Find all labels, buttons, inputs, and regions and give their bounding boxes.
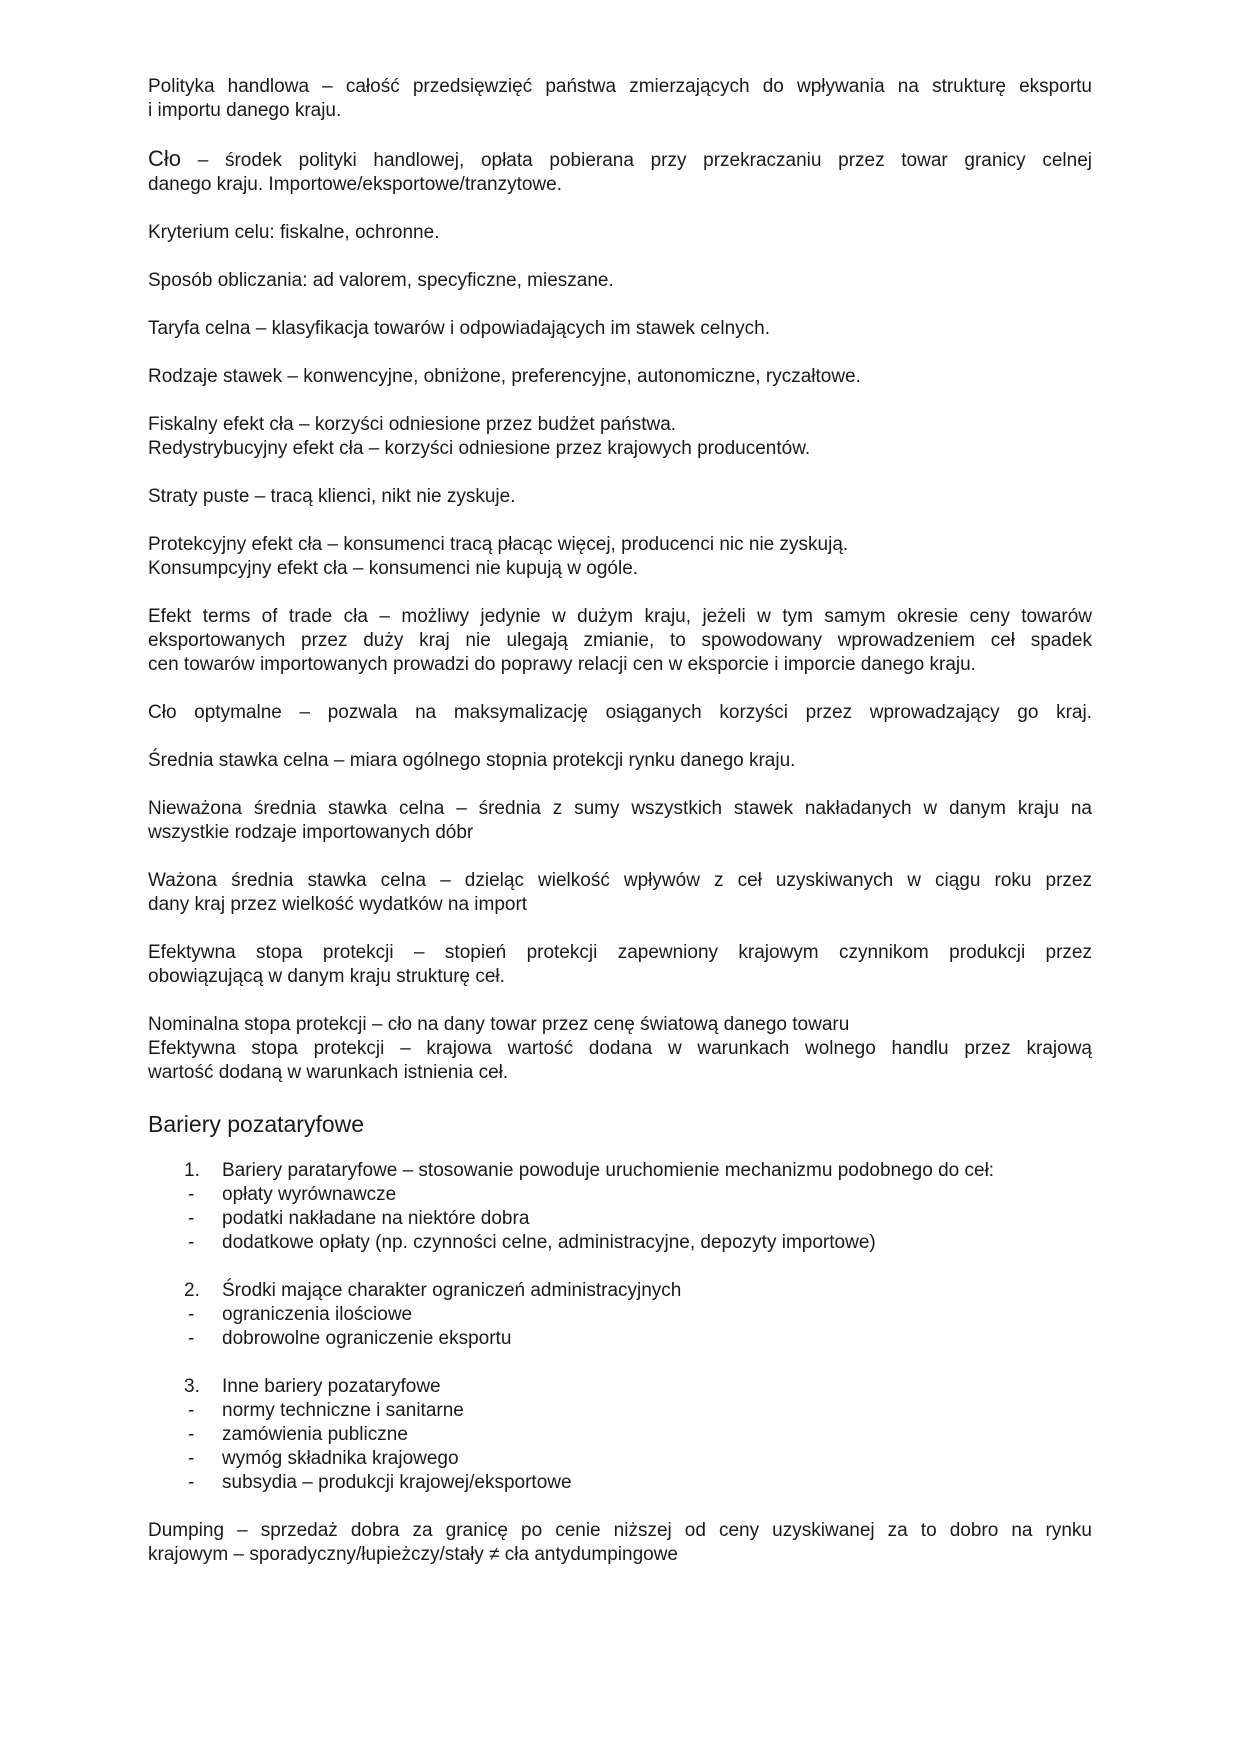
dash-bullet: -	[188, 1400, 195, 1421]
text-line: Redystrybucyjny efekt cła – korzyści odniesione przez krajowych producentów.	[148, 438, 811, 459]
paragraph-straty-puste	[148, 485, 1092, 509]
text-line: Sposób obliczania: ad valorem, specyficzne, mieszane.	[148, 270, 614, 291]
bullet-item	[148, 1423, 1092, 1447]
paragraph-efekt-protekcyjny	[148, 533, 1092, 581]
item-title: Środki mające charakter ograniczeń administracyjnych	[222, 1280, 682, 1301]
section-heading: Bariery pozataryfowe	[148, 1111, 365, 1137]
dash-bullet: -	[188, 1304, 195, 1325]
bullet-text: normy techniczne i sanitarne	[222, 1400, 464, 1421]
item-title: Bariery parataryfowe – stosowanie powoduje uruchomienie mechanizmu podobnego do ceł:	[222, 1160, 995, 1181]
paragraph-efektywna-stopa	[148, 941, 1092, 989]
text-line	[148, 147, 1092, 173]
dash-bullet: -	[188, 1328, 195, 1349]
list-section-1	[148, 1159, 1092, 1255]
bullet-item	[148, 1399, 1092, 1423]
text-line: danego kraju. Importowe/eksportowe/tranzytowe.	[148, 174, 562, 195]
paragraph-polityka-handlowa	[148, 75, 1092, 123]
bullet-item	[148, 1327, 1092, 1351]
dash-bullet: -	[188, 1184, 195, 1205]
dash-bullet: -	[188, 1448, 195, 1469]
paragraph-niewazona-srednia	[148, 797, 1092, 845]
paragraph-rodzaje-stawek	[148, 365, 1092, 389]
text-line: wartość dodaną w warunkach istnienia ceł.	[148, 1062, 509, 1083]
text-line: Średnia stawka celna – miara ogólnego stopnia protekcji rynku danego kraju.	[148, 750, 796, 771]
text-line: dany kraj przez wielkość wydatków na import	[148, 894, 528, 915]
text-line: Ważona średnia stawka celna – dzieląc wielkość wpływów z ceł uzyskiwanych w ciągu roku przez	[148, 870, 1092, 891]
paragraph-clo	[148, 147, 1092, 197]
text-line: Straty puste – tracą klienci, nikt nie zyskuje.	[148, 486, 516, 507]
bullet-item	[148, 1303, 1092, 1327]
text-line: Fiskalny efekt cła – korzyści odniesione przez budżet państwa.	[148, 414, 677, 435]
paragraph-srednia-stawka	[148, 749, 1092, 773]
text-line: Efektywna stopa protekcji – krajowa wartość dodana w warunkach wolnego handlu przez krajową	[148, 1038, 1092, 1059]
bullet-text: zamówienia publiczne	[222, 1424, 408, 1445]
text-line: eksportowanych przez duży kraj nie ulegają zmianie, to spowodowany wprowadzeniem ceł spadek	[148, 630, 1092, 651]
dash-bullet: -	[188, 1424, 195, 1445]
paragraph-sposob-obliczania	[148, 269, 1092, 293]
bullet-text: opłaty wyrównawcze	[222, 1184, 397, 1205]
paragraph-terms-of-trade	[148, 605, 1092, 677]
text-line: Dumping – sprzedaż dobra za granicę po cenie niższej od ceny uzyskiwanej za to dobro na rynku	[148, 1520, 1092, 1541]
text-line: Efektywna stopa protekcji – stopień protekcji zapewniony krajowym czynnikom produkcji przez	[148, 942, 1092, 963]
list-section-3	[148, 1375, 1092, 1495]
paragraph-efekty-fiskalny	[148, 413, 1092, 461]
paragraph-nominalna-stopa	[148, 1013, 1092, 1085]
bullet-text: subsydia – produkcji krajowej/eksportowe	[222, 1472, 572, 1493]
text-line: cen towarów importowanych prowadzi do poprawy relacji cen w eksporcie i imporcie danego kraju.	[148, 654, 976, 675]
bullet-item	[148, 1447, 1092, 1471]
text-line: Konsumpcyjny efekt cła – konsumenci nie kupują w ogóle.	[148, 558, 639, 579]
dash-bullet: -	[188, 1232, 195, 1253]
text-line: Kryterium celu: fiskalne, ochronne.	[148, 222, 440, 243]
bullet-item	[148, 1231, 1092, 1255]
text-line: Protekcyjny efekt cła – konsumenci tracą płacąc więcej, producenci nic nie zyskują.	[148, 534, 849, 555]
numbered-item	[148, 1279, 1092, 1303]
list-section-2	[148, 1279, 1092, 1351]
text-line: Nieważona średnia stawka celna – średnia z sumy wszystkich stawek nakładanych w danym kraju na	[148, 798, 1092, 819]
text-line: Rodzaje stawek – konwencyjne, obniżone, preferencyjne, autonomiczne, ryczałtowe.	[148, 366, 861, 387]
bullet-text: wymóg składnika krajowego	[222, 1448, 459, 1469]
text-line: Nominalna stopa protekcji – cło na dany towar przez cenę światową danego towaru	[148, 1014, 850, 1035]
text-line: krajowym – sporadyczny/łupieżczy/stały ≠ cła antydumpingowe	[148, 1544, 678, 1565]
paragraph-kryterium-celu	[148, 221, 1092, 245]
bullet-text: ograniczenia ilościowe	[222, 1304, 413, 1325]
bullet-item	[148, 1207, 1092, 1231]
bullet-text: dodatkowe opłaty (np. czynności celne, administracyjne, depozyty importowe)	[222, 1232, 876, 1253]
text-line: Cło optymalne – pozwala na maksymalizację osiąganych korzyści przez wprowadzający go kraj.	[148, 702, 1092, 723]
bullet-text: podatki nakładane na niektóre dobra	[222, 1208, 530, 1229]
text-line: i importu danego kraju.	[148, 100, 342, 121]
item-number: 1.	[184, 1160, 200, 1181]
bullet-item	[148, 1183, 1092, 1207]
text-line: Taryfa celna – klasyfikacja towarów i odpowiadających im stawek celnych.	[148, 318, 770, 339]
bullet-text: dobrowolne ograniczenie eksportu	[222, 1328, 512, 1349]
text-line: obowiązującą w danym kraju strukturę ceł.	[148, 966, 505, 987]
text-line: wszystkie rodzaje importowanych dóbr	[148, 822, 474, 843]
numbered-item	[148, 1375, 1092, 1399]
item-title: Inne bariery pozataryfowe	[222, 1376, 441, 1397]
paragraph-wazona-srednia	[148, 869, 1092, 917]
item-number: 2.	[184, 1280, 200, 1301]
paragraph-dumping	[148, 1519, 1092, 1567]
term-clo: Cło	[148, 146, 182, 171]
paragraph-taryfa-celna	[148, 317, 1092, 341]
document-content	[148, 75, 1092, 1591]
dash-bullet: -	[188, 1472, 195, 1493]
text-line: Polityka handlowa – całość przedsięwzięć państwa zmierzających do wpływania na strukturę eksportu	[148, 76, 1092, 97]
item-number: 3.	[184, 1376, 200, 1397]
text-line: Efekt terms of trade cła – możliwy jedynie w dużym kraju, jeżeli w tym samym okresie ceny towarów	[148, 606, 1092, 627]
paragraph-clo-optymalne	[148, 701, 1092, 725]
numbered-item	[148, 1159, 1092, 1183]
text-segment: – środek polityki handlowej, opłata pobierana przy przekraczaniu przez towar granicy celnej	[181, 150, 1092, 171]
bullet-item	[148, 1471, 1092, 1495]
dash-bullet: -	[188, 1208, 195, 1229]
